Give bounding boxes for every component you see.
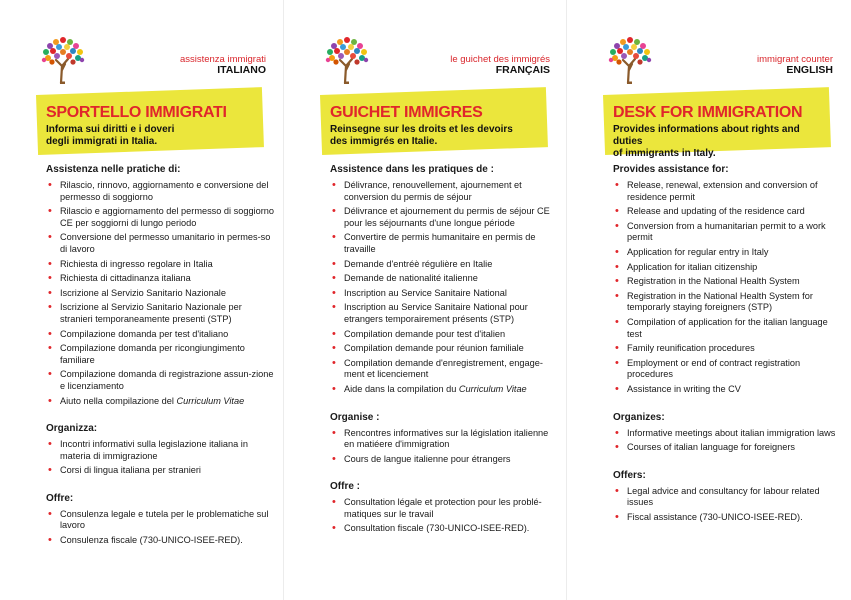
list-item	[330, 384, 560, 396]
tagline-line: Provides informations about rights and duties	[613, 124, 800, 147]
list-item: • Inscription au Service Sanitaire National	[330, 288, 560, 300]
list-item: • Release and updating of the residence card	[613, 206, 843, 218]
list-item: • Demande d'entréè régulière en Italie	[330, 259, 560, 271]
section-heading: Organizes:	[613, 411, 665, 423]
list-item: • Legal advice and consultancy for labour related issues	[613, 486, 843, 509]
list-item: • Iscrizione al Servizio Sanitario Nazionale per stranieri temporaneamente presenti (STP)	[46, 302, 276, 325]
section-list	[330, 497, 560, 535]
panel-tagline	[330, 124, 540, 148]
list-item-text: Aiuto nella compilazione del	[60, 395, 177, 406]
list-item: • Compilazione domanda per ricongiungimento familiare	[46, 343, 276, 366]
panel-content	[330, 164, 560, 551]
list-item: • Convertire de permis humanitaire en permis de travaille	[330, 232, 560, 255]
section-list	[613, 428, 843, 454]
tree-logo-icon	[40, 36, 86, 84]
header-subtitle: le guichet des immigrés	[450, 54, 550, 65]
section-heading: Offre :	[330, 481, 360, 493]
section-list	[330, 428, 560, 466]
tagline-line: degli immigrati in Italia.	[46, 136, 158, 147]
list-item: • Courses of italian language for foreigners	[613, 442, 843, 454]
section-heading: Offers:	[613, 469, 646, 481]
list-item: • Registration in the National Health System for temporarly staying foreigners (STP)	[613, 291, 843, 314]
list-item: • Registration in the National Health System	[613, 276, 843, 288]
panel-italian	[0, 0, 283, 600]
list-item: • Consultation légale et protection pour les problé-matiques sur le travail	[330, 497, 560, 520]
list-item: • Rilascio, rinnovo, aggiornamento e conversione del permesso di soggiorno	[46, 180, 276, 203]
list-item: • Compilazione domanda per test d'italiano	[46, 329, 276, 341]
panel-french	[284, 0, 567, 600]
list-item	[46, 396, 276, 408]
tagline-line: des immigrés en Italie.	[330, 136, 438, 147]
list-item: • Cours de langue italienne pour étrangers	[330, 454, 560, 466]
section-heading: Organise :	[330, 411, 380, 423]
list-item: • Richiesta di ingresso regolare in Italia	[46, 259, 276, 271]
list-item: • Iscrizione al Servizio Sanitario Nazionale	[46, 288, 276, 300]
section-list	[46, 439, 276, 477]
list-item: • Application for regular entry in Italy	[613, 247, 843, 259]
header-subtitle: immigrant counter	[756, 54, 833, 65]
tagline-line: of immigrants in Italy.	[613, 148, 716, 159]
list-item: • Compilation demande d'enregistrement, engage-ment et licenciement	[330, 358, 560, 381]
list-item: • Employment or end of contract registration procedures	[613, 358, 843, 381]
list-item: • Compilazione domanda di registrazione assun-zione e licenziamento	[46, 369, 276, 392]
panel-title: GUICHET IMMIGRES	[330, 104, 483, 121]
list-item: • Incontri informativi sulla legislazione italiana in materia di immigrazione	[46, 439, 276, 462]
header-language: ENGLISH	[786, 64, 833, 76]
panel-content	[46, 164, 276, 563]
list-item-italic: Curriculum Vitae	[458, 383, 527, 394]
header-subtitle: assistenza immigrati	[179, 54, 266, 65]
list-item: • Inscription au Service Sanitaire National pour etrangers temporairement présents (STP)	[330, 302, 560, 325]
list-item: • Family reunification procedures	[613, 343, 843, 355]
list-item: • Consulenza legale e tutela per le problematiche sul lavoro	[46, 509, 276, 532]
section-list	[613, 486, 843, 524]
section-list	[46, 180, 276, 407]
list-item-italic: Curriculum Vitae	[176, 395, 245, 406]
list-item: • Conversione del permesso umanitario in permes-so di lavoro	[46, 232, 276, 255]
list-item: • Corsi di lingua italiana per stranieri	[46, 465, 276, 477]
section-heading: Assistenza nelle pratiche di:	[46, 164, 181, 175]
tree-logo-icon	[324, 36, 370, 84]
section-list	[46, 509, 276, 547]
list-item: • Consulenza fiscale (730-UNICO-ISEE-RED).	[46, 535, 276, 547]
header-language: ITALIANO	[217, 64, 266, 76]
panel-header	[180, 54, 266, 76]
list-item: • Délivrance et ajournement du permis de séjour CE pour les séjournants d'une longue période	[330, 206, 560, 229]
section-heading: Organizza:	[46, 423, 98, 435]
list-item: • Compilation demande pour réunion familiale	[330, 343, 560, 355]
section-list	[613, 180, 843, 396]
list-item: • Délivrance, renouvellement, ajournement et conversion du permis de séjour	[330, 180, 560, 203]
list-item: • Conversion from a humanitarian permit to a work permit	[613, 221, 843, 244]
section-list	[330, 180, 560, 396]
panel-english	[567, 0, 850, 600]
list-item: • Compilation demande pour test d'italien	[330, 329, 560, 341]
panel-content	[613, 164, 843, 539]
list-item: • Informative meetings about italian immigration laws	[613, 428, 843, 440]
header-language: FRANÇAIS	[495, 64, 550, 76]
list-item: • Application for italian citizenship	[613, 262, 843, 274]
list-item: • Fiscal assistance (730-UNICO-ISEE-RED).	[613, 512, 843, 524]
list-item: • Release, renewal, extension and conversion of residence permit	[613, 180, 843, 203]
list-item-text: Aide dans la compilation du	[344, 383, 459, 394]
panel-title: SPORTELLO IMMIGRATI	[46, 104, 227, 121]
panel-header	[757, 54, 833, 76]
list-item: • Richiesta di cittadinanza italiana	[46, 273, 276, 285]
panel-tagline	[46, 124, 256, 148]
panel-title: DESK FOR IMMIGRATION	[613, 104, 803, 121]
tagline-line: Reinsegne sur les droits et les devoirs	[330, 124, 513, 135]
tree-logo-icon	[607, 36, 653, 84]
list-item: • Compilation of application for the italian language test	[613, 317, 843, 340]
list-item: • Assistance in writing the CV	[613, 384, 843, 396]
panel-header	[450, 54, 550, 76]
list-item: • Rilascio e aggiornamento del permesso di soggiorno CE per soggiorni di lungo periodo	[46, 206, 276, 229]
list-item: • Demande de nationalité italienne	[330, 273, 560, 285]
section-heading: Provides assistance for:	[613, 164, 729, 175]
panel-tagline	[613, 124, 823, 160]
section-heading: Assistence dans les pratiques de :	[330, 164, 494, 175]
section-heading: Offre:	[46, 492, 74, 504]
list-item: • Consultation fiscale (730-UNICO-ISEE-RED).	[330, 523, 560, 535]
tagline-line: Informa sui diritti e i doveri	[46, 124, 175, 135]
list-item: • Rencontres informatives sur la législation italienne en matiéere d'immigration	[330, 428, 560, 451]
